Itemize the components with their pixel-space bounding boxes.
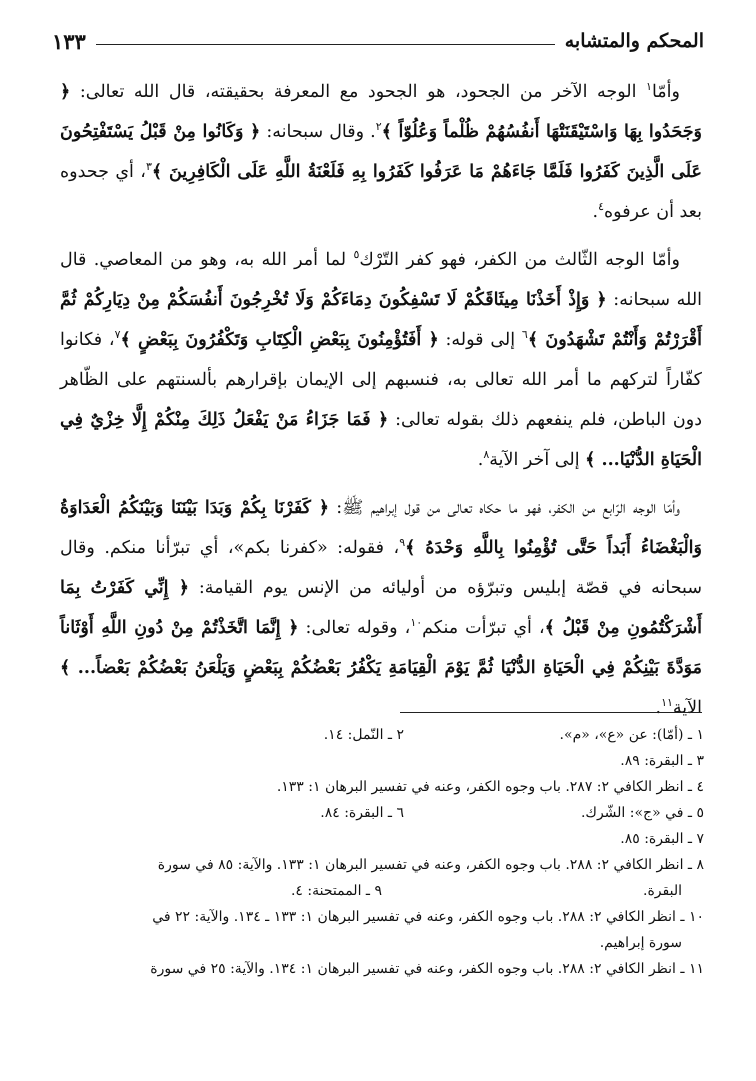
quran-verse: ﴿ كَفَرْنَا بِكُمْ وَبَدَا بَيْنَنَا وَبَيْنَكُمُ الْعَدَاوَةُ وَالْبَغْضَاءُ أَبَداً حَتَّى تُؤْمِنُوا بِاللَّهِ وَحْدَهُ ﴾ bbox=[60, 498, 702, 558]
footnote-ref: ٧ bbox=[114, 328, 121, 342]
body-text-run: وأمّا الوجه الثّالث من الكفر، فهو كفر التّرْك bbox=[359, 250, 680, 270]
body-text-run: ، فكانوا كفّاراً لتركهم ما أمر الله تعالى به، فنسبهم إلى الإيمان بإقرارهم بألسنتهم على الظّاهر دون الباطن، فلم ينفعهم ذلك بقوله تعالى: bbox=[60, 330, 702, 430]
footnote: ٥ ـ في «ج»: الشّرك. bbox=[580, 805, 704, 821]
footnote: ١ ـ (أمّا): عن «ع»، «م». bbox=[559, 727, 704, 743]
footnote-ref: ٦ bbox=[521, 328, 528, 342]
footnote: ٢ ـ النّمل: ١٤. bbox=[323, 727, 404, 743]
running-header bbox=[52, 26, 704, 56]
body-text-run: . وقال سبحانه: bbox=[260, 122, 376, 142]
footnote-ref: ٢ bbox=[375, 120, 382, 134]
footnote-row bbox=[58, 722, 704, 748]
footnote-row bbox=[58, 878, 704, 904]
body-text-run: الوجه الآخر من الجحود، هو الجحود مع المعرفة بحقيقته، قال الله تعالى: bbox=[70, 82, 647, 102]
paragraph bbox=[60, 72, 702, 232]
footnote: ١٠ ـ انظر الكافي ٢: ٢٨٨. باب وجوه الكفر، وعنه في تفسير البرهان ١: ١٣٣ ـ ١٣٤. والآية: ٢٢ في bbox=[152, 909, 704, 925]
header-rule bbox=[96, 44, 555, 45]
quran-verse: ﴿ فَمَا جَزَاءُ مَنْ يَفْعَلُ ذَلِكَ مِنْكُمْ إِلَّا خِزْيٌ فِي الْحَيَاةِ الدُّنْيَا... ﴾ bbox=[60, 410, 702, 470]
body-text-run: . bbox=[592, 202, 599, 222]
body-text-run: ، أي تبرّأت منكم bbox=[422, 618, 545, 638]
footnote-ref: ١ bbox=[646, 80, 652, 94]
body-text-run: الآية bbox=[672, 698, 702, 718]
footnote: ٩ ـ الممتحنة: ٤. bbox=[290, 883, 382, 899]
footnote: ٤ ـ انظر الكافي ٢: ٢٨٧. باب وجوه الكفر، وعنه في تفسير البرهان ١: ١٣٣. bbox=[276, 779, 704, 795]
footnote-ref: ١١ bbox=[661, 696, 673, 710]
footnote-row bbox=[58, 800, 704, 826]
footnotes bbox=[58, 722, 704, 982]
body-text-run: . bbox=[655, 698, 662, 718]
footnote: ٦ ـ البقرة: ٨٤. bbox=[320, 805, 404, 821]
quran-verse: ﴿ وَكَانُوا مِنْ قَبْلُ يَسْتَفْتِحُونَ عَلَى الَّذِينَ كَفَرُوا فَلَمَّا جَاءَهُمْ مَا عَرَفُوا كَفَرُوا بِهِ فَلَعْنَةُ اللَّهِ عَلَى الْكَافِرِينَ ﴾ bbox=[60, 122, 702, 182]
body-text-run: ، فقوله: «كفرنا بكم»، أي تبرّأنا منكم. وقال سبحانه في قصّة إبليس وتبرّؤه من أوليائه من الإنس يوم القيامة: bbox=[60, 538, 703, 598]
body-text-run: وأمّا الوجه الرّابع من الكفر، فهو ما حكاه تعالى من قول إبراهيم ﷺ: bbox=[329, 498, 680, 518]
quran-verse: ﴿ إِنَّمَا اتَّخَذْتُمْ مِنْ دُونِ اللَّهِ أَوْثَاناً مَوَدَّةَ بَيْنِكُمْ فِي الْحَيَاةِ الدُّنْيَا ثُمَّ يَوْمَ الْقِيَامَةِ يَكْفُرُ بَعْضُكُمْ بِبَعْضٍ وَيَلْعَنُ بَعْضُكُمْ بَعْضاً... ﴾ bbox=[60, 618, 702, 678]
footnote-ref: ٣ bbox=[145, 160, 152, 174]
footnote-ref: ٩ bbox=[399, 536, 406, 550]
page-number: ١٣٣ bbox=[52, 28, 86, 54]
footnote-continuation: سورة إبراهيم. bbox=[599, 935, 682, 951]
footnote-ref: ٤ bbox=[598, 200, 604, 214]
body-text-run: وأمّا bbox=[651, 82, 680, 102]
paragraph bbox=[60, 240, 702, 480]
footnote-continuation: البقرة. bbox=[643, 883, 682, 899]
body-text-run: ، وقوله تعالى: bbox=[298, 618, 411, 638]
footnote: ٣ ـ البقرة: ٨٩. bbox=[620, 753, 704, 769]
paragraph bbox=[60, 488, 702, 728]
running-title: المحكم والمتشابه bbox=[564, 30, 704, 52]
footnote: ٧ ـ البقرة: ٨٥. bbox=[620, 831, 704, 847]
footnote-ref: ٥ bbox=[353, 248, 360, 262]
quran-verse: ﴿ إِنِّي كَفَرْتُ بِمَا أَشْرَكْتُمُونِ مِنْ قَبْلُ ﴾ bbox=[60, 578, 702, 638]
quran-verse: ﴿ وَجَحَدُوا بِهَا وَاسْتَيْقَنَتْهَا أَنفُسُهُمْ ظُلْماً وَعُلُوّاً ﴾ bbox=[60, 82, 702, 142]
body-text-run: لما أمر الله به، وهو من المعاصي. قال الله سبحانه: bbox=[60, 250, 703, 310]
main-text bbox=[60, 72, 702, 736]
body-text-run: . bbox=[477, 450, 484, 470]
quran-verse: ﴿ وَإِذْ أَخَذْنَا مِيثَاقَكُمْ لَا تَسْفِكُونَ دِمَاءَكُمْ وَلَا تُخْرِجُونَ أَنفُسَكُمْ مِنْ دِيَارِكُمْ ثُمَّ أَقْرَرْتُمْ وَأَنْتُمْ تَشْهَدُونَ ﴾ bbox=[60, 290, 702, 350]
body-text-run: إلى قوله: bbox=[438, 330, 522, 350]
quran-verse: ﴿ أَفَتُؤْمِنُونَ بِبَعْضِ الْكِتَابِ وَتَكْفُرُونَ بِبَعْضٍ ﴾ bbox=[120, 330, 439, 350]
footnote-separator bbox=[400, 712, 702, 713]
footnote-ref: ١٠ bbox=[410, 616, 423, 630]
footnote-ref: ٨ bbox=[483, 448, 490, 462]
footnote: ١١ ـ انظر الكافي ٢: ٢٨٨. باب وجوه الكفر، وعنه في تفسير البرهان ١: ١٣٤. والآية: ٢٥ في سورة bbox=[150, 961, 704, 977]
body-text-run: ، أي جحدوه بعد أن عرفوه bbox=[60, 162, 702, 222]
body-text-run: إلى آخر الآية bbox=[489, 450, 586, 470]
footnote: ٨ ـ انظر الكافي ٢: ٢٨٨. باب وجوه الكفر، وعنه في تفسير البرهان ١: ١٣٣. والآية: ٨٥ في سورة bbox=[157, 857, 704, 873]
